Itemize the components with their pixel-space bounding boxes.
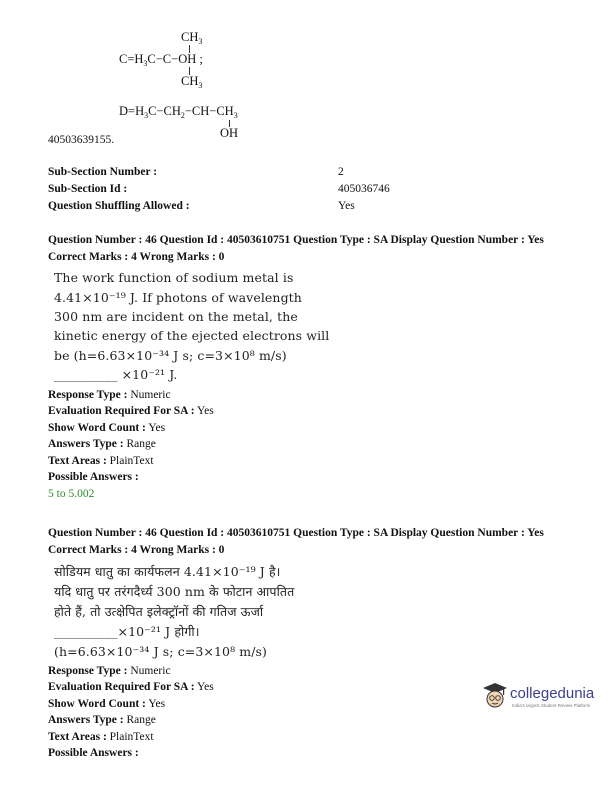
- q1-text-areas: Text Areas : PlainText: [48, 455, 154, 467]
- q2-text-line4: __________×10⁻²¹ J होगी।: [54, 624, 200, 639]
- question-shuffling-value: Yes: [338, 200, 355, 212]
- q1-answers-type: Answers Type : Range: [48, 438, 156, 450]
- q1-text-line5: be (h=6.63×10⁻³⁴ J s; c=3×10⁸ m/s): [54, 348, 287, 363]
- option-c-formula: $C=H_3C-C-OH$ ;: [119, 52, 203, 68]
- q1-text-line2: 4.41×10⁻¹⁹ J. If photons of wavelength: [54, 290, 302, 305]
- previous-option-id: 40503639155.: [48, 134, 115, 146]
- q1-text-line1: The work function of sodium metal is: [54, 270, 294, 285]
- q1-answer-value: 5 to 5.002: [48, 488, 95, 500]
- q2-answers-type: Answers Type : Range: [48, 714, 156, 726]
- logo-name: collegedunia: [510, 685, 595, 702]
- q1-text-line4: kinetic energy of the ejected electrons will: [54, 328, 330, 343]
- q1-header: Question Number : 46 Question Id : 40503610751 Question Type : SA Display Question Number : Yes: [48, 234, 544, 246]
- q2-show-word-count: Show Word Count : Yes: [48, 698, 166, 710]
- q1-evaluation-required: Evaluation Required For SA : Yes: [48, 405, 214, 417]
- collegedunia-logo: [482, 682, 595, 714]
- q2-response-type: Response Type : Numeric: [48, 665, 171, 677]
- option-c-ch3-bottom: $CH_3$: [181, 74, 203, 90]
- q2-evaluation-required: Evaluation Required For SA : Yes: [48, 681, 214, 693]
- q1-marks: Correct Marks : 4 Wrong Marks : 0: [48, 251, 225, 263]
- q1-response-type: Response Type : Numeric: [48, 389, 171, 401]
- option-d-oh: OH: [220, 126, 239, 140]
- q1-possible-answers: Possible Answers :: [48, 471, 139, 483]
- q2-header: Question Number : 46 Question Id : 40503610751 Question Type : SA Display Question Number : Yes: [48, 527, 544, 539]
- question-shuffling-label: Question Shuffling Allowed :: [48, 200, 190, 212]
- q1-show-word-count: Show Word Count : Yes: [48, 422, 166, 434]
- q2-text-line5: (h=6.63×10⁻³⁴ J s; c=3×10⁸ m/s): [54, 644, 268, 659]
- q2-text-line2: यदि धातु पर तरंगदैर्ध्य 300 nm के फोटान आपतित: [54, 584, 295, 599]
- q2-possible-answers: Possible Answers :: [48, 747, 139, 759]
- logo-tagline: India's largest Student Review Platform: [512, 703, 591, 708]
- subsection-number-label: Sub-Section Number :: [48, 166, 158, 178]
- q2-text-line1: सोडियम धातु का कार्यफलन 4.41×10⁻¹⁹ J है।: [54, 564, 281, 579]
- q2-text-line3: होते हैं, तो उत्क्षेपित इलेक्ट्रॉनों की गतिज ऊर्जा: [54, 604, 264, 619]
- graduate-mascot-icon: [482, 682, 508, 717]
- q2-marks: Correct Marks : 4 Wrong Marks : 0: [48, 544, 225, 556]
- subsection-id-label: Sub-Section Id :: [48, 183, 128, 195]
- q2-text-areas: Text Areas : PlainText: [48, 731, 154, 743]
- q1-text-line6: __________ ×10⁻²¹ J.: [54, 367, 178, 382]
- option-d-formula: $D=H_3C-CH_2-CH-CH_3$: [119, 104, 238, 120]
- option-c-ch3-top: $CH_3$: [181, 30, 203, 46]
- subsection-number-value: 2: [338, 166, 344, 178]
- q1-text-line3: 300 nm are incident on the metal, the: [54, 309, 298, 324]
- subsection-id-value: 405036746: [338, 183, 390, 195]
